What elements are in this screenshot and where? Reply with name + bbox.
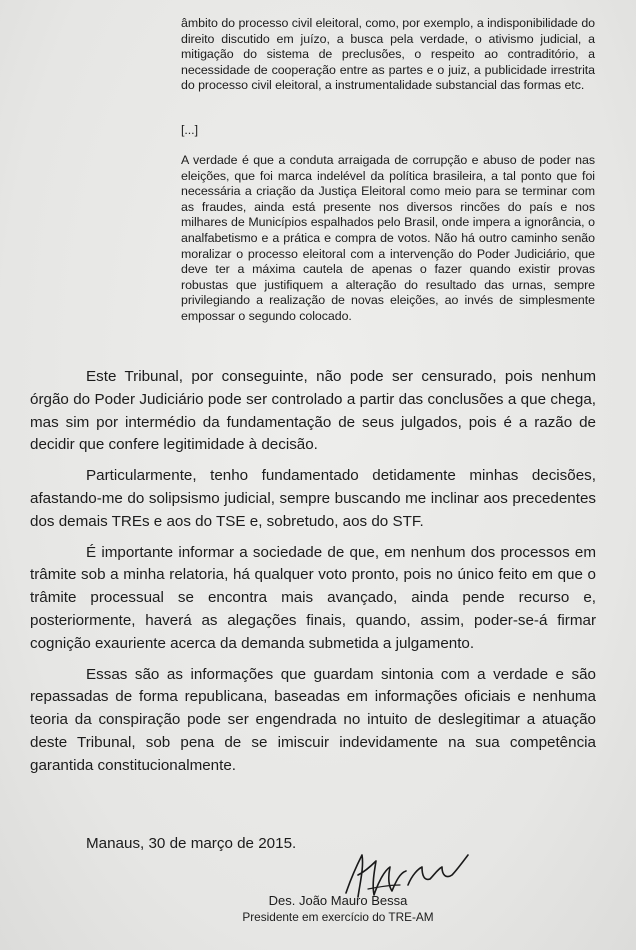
quote-ellipsis <box>181 123 595 139</box>
signer-name: Des. João Mauro Bessa <box>268 893 408 908</box>
dateline: Manaus, 30 de março de 2015. <box>86 835 297 852</box>
body-paragraph-4: Essas são as informações que guardam sintonia com a verdade e são repassadas de forma republicana, baseadas em informações oficiais e nenhuma teoria da conspiração pode ser engendrada no intuito de deslegitimar a atuação deste Tribunal, sob pena de se imiscuir indevidamente na sua competência garantida constitucionalmente. <box>30 665 596 774</box>
ellipsis-text: [...] <box>181 123 198 137</box>
body-paragraph-3: É importante informar a sociedade de que, em nenhum dos processos em trâmite sob a minha relatoria, há qualquer voto pronto, pois no único feito em que o trâmite processual se encontra mais avançado, ainda pende recurso e, posteriormente, haverá as alegações finais, quando, assim, poder-se-á firmar cognição exauriente acerca da demanda submetida a julgamento. <box>30 543 596 652</box>
body-paragraph-1: Este Tribunal, por conseguinte, não pode ser censurado, pois nenhum órgão do Poder Judiciário pode ser controlado a partir das conclusões a que chega, mas sim por intermédio da fundamentação de seus julgados, pois é a razão de decidir que confere legitimidade à decisão. <box>30 368 596 454</box>
block-quote-continuation <box>181 16 595 94</box>
body-paragraph-2: Particularmente, tenho fundamentado detidamente minhas decisões, afastando-me do solipsismo judicial, sempre buscando me inclinar aos precedentes dos demais TREs e aos do TSE e, sobretudo, aos do STF. <box>30 467 596 530</box>
quote-paragraph-text: A verdade é que a conduta arraigada de corrupção e abuso de poder nas eleições, que foi marca indelével da política brasileira, a tal ponto que foi necessária a criação da Justiça Eleitoral como meio para se terminar com as fraudes, ainda está presente nos diversos rincões do país e nos milhares de Municípios espalhados pelo Brasil, onde impera a ignorância, o analfabetismo e a prática e compra de votos. Não há outro caminho senão moralizar o processo eleitoral com a intervenção do Poder Judiciário, que deve ter a máxima cautela de apenas o fazer quando existir provas robustas que justifiquem a alteração do resultado das urnas, sempre privilegiando a realização de novas eleições, ao invés de simplesmente empossar o segundo colocado. <box>181 153 595 323</box>
block-quote-paragraph <box>181 153 595 325</box>
signer-role: Presidente em exercício do TRE-AM <box>242 910 434 924</box>
main-body <box>30 366 596 786</box>
quote-continuation-text: âmbito do processo civil eleitoral, como, por exemplo, a indisponibilidade do direito discutido em juízo, a busca pela verdade, o ativismo judicial, a mitigação do sistema de preclusões, o respeito ao contraditório, a necessidade de cooperação entre as partes e o juiz, a publicidade irrestrita do processo civil eleitoral, a instrumentalidade substancial das formas etc. <box>181 16 595 93</box>
